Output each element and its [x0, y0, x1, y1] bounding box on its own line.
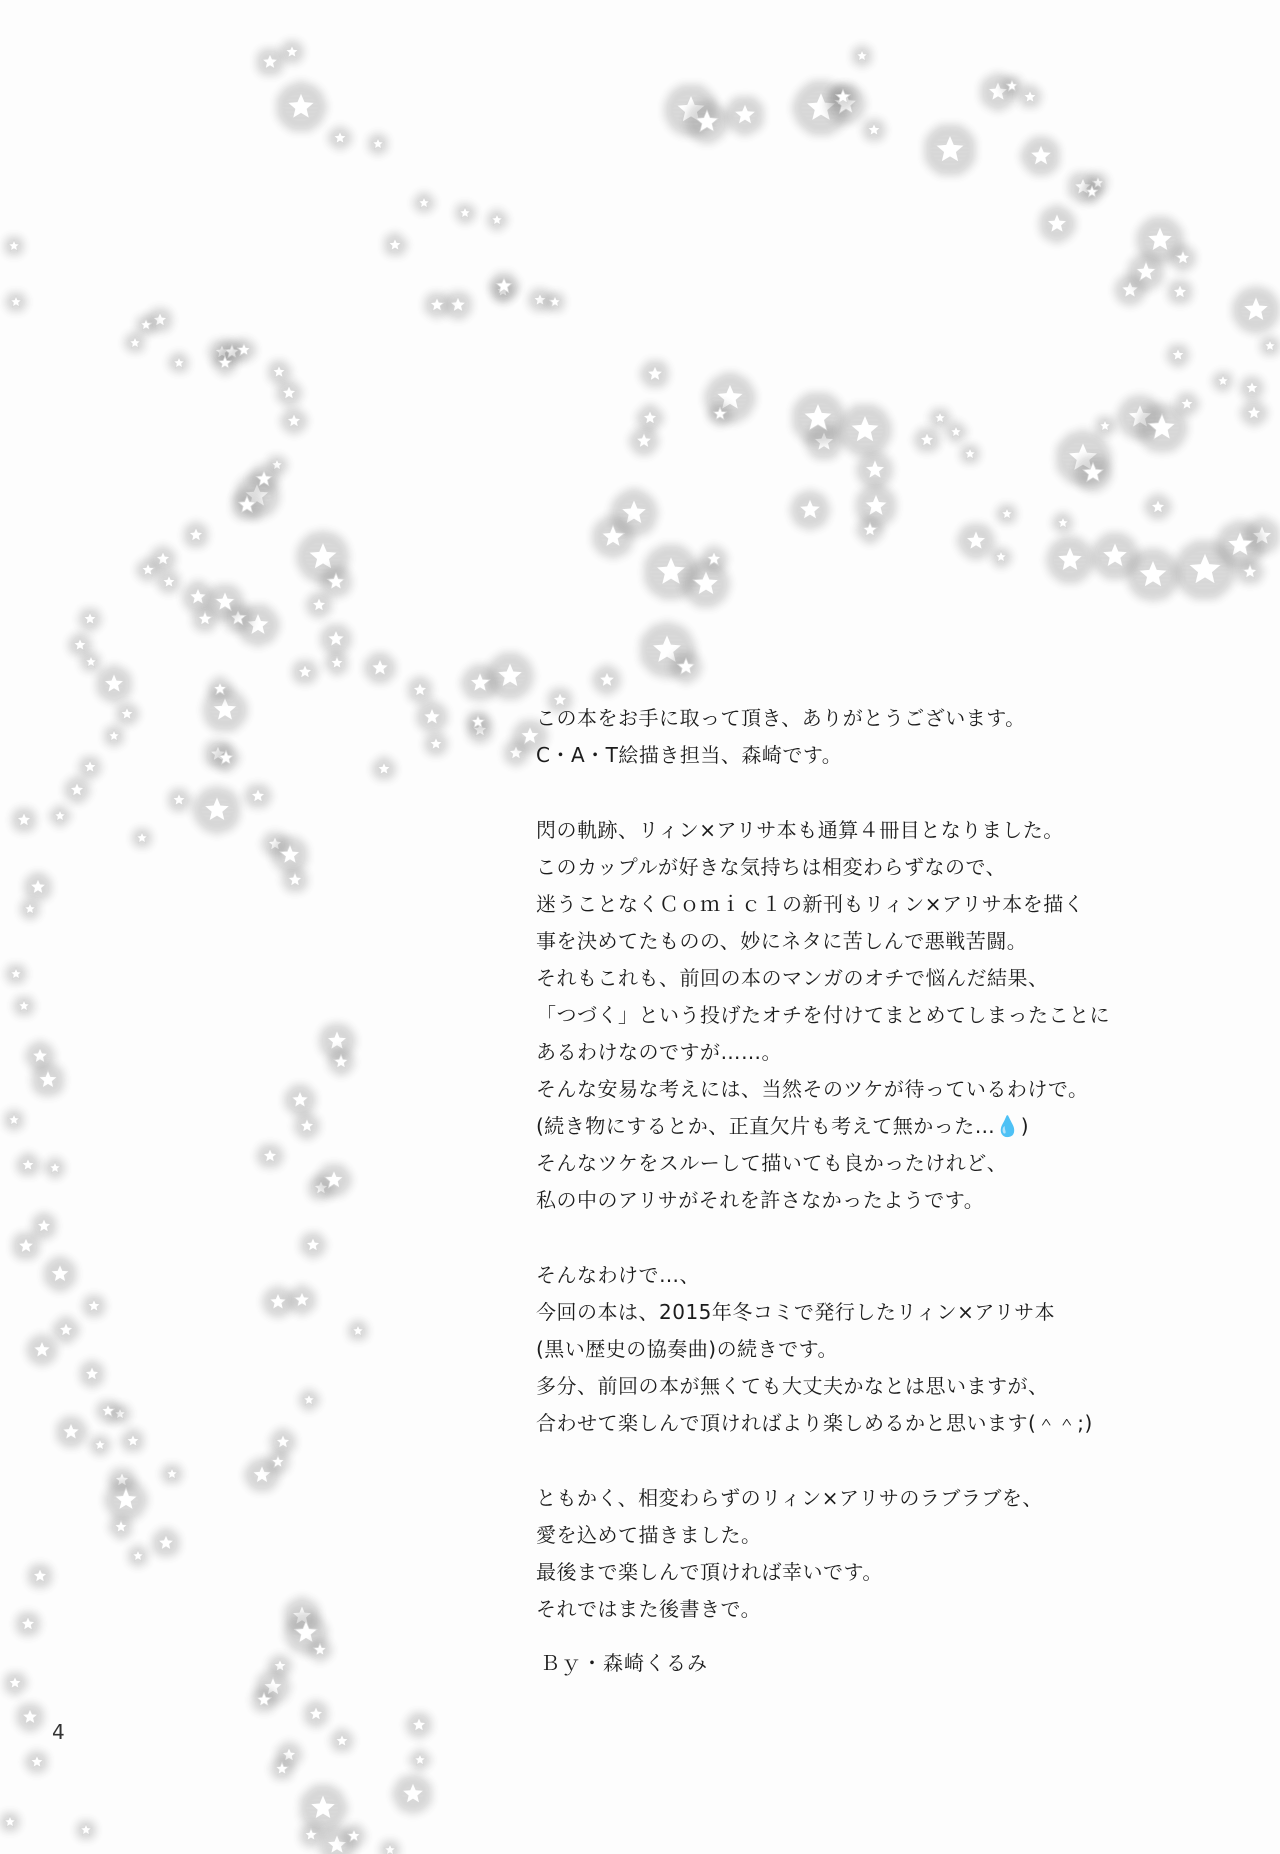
star-icon: [424, 732, 448, 756]
text-line: (黒い歴史の協奏曲)の続きです。: [536, 1337, 839, 1361]
star-icon: [856, 451, 894, 489]
star-icon: [591, 515, 634, 558]
star-icon: [945, 421, 967, 443]
star-icon: [103, 725, 125, 747]
star-icon: [1259, 335, 1280, 357]
star-icon: [115, 702, 139, 726]
star-icon: [249, 464, 279, 494]
text-line: 今回の本は、2015年冬コミで発行したリィン×アリサ本: [536, 1300, 1056, 1324]
star-icon: [75, 1819, 97, 1841]
star-icon: [127, 1545, 149, 1567]
star-icon: [3, 1671, 27, 1695]
star-icon: [266, 1450, 290, 1474]
text-line: C・A・T絵描き担当、森崎です。: [536, 743, 843, 767]
star-icon: [78, 607, 102, 631]
text-line: 合わせて楽しんで頂ければより楽しめるかと思います(＾＾;): [536, 1411, 1093, 1435]
star-icon: [701, 546, 728, 573]
star-icon: [923, 123, 977, 177]
star-icon: [424, 292, 451, 319]
star-icon: [80, 651, 102, 673]
star-icon: [3, 1109, 25, 1131]
star-icon: [1145, 494, 1172, 521]
star-icon: [708, 402, 732, 426]
star-icon: [11, 807, 38, 834]
star-icon: [342, 1824, 366, 1848]
star-icon: [284, 1084, 316, 1116]
star-icon: [287, 1285, 317, 1315]
text-line: このカップルが好きな気持ちは相変わらずなので、: [536, 855, 1007, 879]
text-line: そんなツケをスルーして描いても良かったけれど、: [536, 1151, 1008, 1175]
star-icon: [330, 1729, 354, 1753]
star-icon: [416, 701, 448, 733]
star-icon: [49, 805, 71, 827]
star-icon: [257, 1143, 284, 1170]
star-icon: [379, 1839, 401, 1854]
star-icon: [328, 126, 352, 150]
text-line: 事を決めてたものの、妙にネタに苦しんで悪戦苦闘。: [536, 929, 1028, 953]
paragraph-gap: [536, 1442, 1176, 1480]
star-icon: [1241, 400, 1268, 427]
star-icon: [409, 1749, 431, 1771]
paragraph: [536, 700, 1176, 774]
star-icon: [670, 651, 702, 683]
star-icon: [857, 517, 884, 544]
star-icon: [26, 1334, 58, 1366]
star-icon: [1167, 279, 1194, 306]
star-icon: [407, 677, 434, 704]
star-icon: [96, 1399, 120, 1423]
star-icon: [298, 1389, 320, 1411]
text-line: それもこれも、前回の本のマンガのオチで悩んだ結果、: [536, 966, 1049, 990]
star-icon: [64, 777, 91, 804]
star-icon: [1232, 286, 1280, 335]
star-icon: [151, 1528, 181, 1558]
star-icon: [1038, 205, 1076, 243]
star-icon: [251, 1687, 278, 1714]
star-icon: [27, 1563, 54, 1590]
star-icon: [231, 489, 263, 521]
star-icon: [0, 1811, 21, 1833]
star-icon: [862, 118, 886, 142]
star-icon: [1081, 181, 1103, 203]
star-icon: [267, 360, 291, 384]
star-icon: [124, 332, 146, 354]
star-icon: [213, 745, 240, 772]
star-icon: [245, 783, 272, 810]
text-line: そんな安易な考えには、当然そのツケが待っているわけで。: [536, 1077, 1089, 1101]
star-icon: [996, 503, 1018, 525]
paragraph: [536, 1480, 1176, 1628]
star-icon: [193, 786, 242, 835]
star-icon: [851, 45, 873, 67]
page-number: 4: [52, 1720, 65, 1744]
star-icon: [1094, 415, 1116, 437]
star-icon: [413, 192, 435, 214]
star-icon: [1240, 376, 1264, 400]
star-icon: [957, 522, 995, 560]
star-icon: [1091, 532, 1140, 581]
star-icon: [5, 291, 27, 313]
star-icon: [270, 1757, 294, 1781]
afterword-text: [536, 700, 1176, 1628]
star-icon: [281, 408, 308, 435]
paragraph-gap: [536, 1219, 1176, 1257]
star-icon: [791, 391, 845, 445]
star-icon: [372, 757, 396, 781]
star-icon: [95, 665, 133, 703]
text-line: そんなわけで…、: [536, 1263, 700, 1287]
star-icon: [466, 710, 490, 734]
star-icon: [300, 1232, 327, 1259]
star-icon: [294, 1113, 321, 1140]
star-icon: [320, 623, 352, 655]
star-icon: [1074, 454, 1112, 492]
star-icon: [489, 271, 519, 301]
paragraph-gap: [536, 774, 1176, 812]
text-line: ともかく、相変わらずのリィン×アリサのラブラブを、: [536, 1486, 1043, 1510]
star-icon: [1046, 536, 1095, 585]
paragraph: [536, 812, 1176, 1219]
star-icon: [838, 403, 892, 457]
star-icon: [1166, 343, 1190, 367]
star-icon: [367, 133, 389, 155]
star-icon: [15, 1702, 45, 1732]
star-icon: [168, 352, 190, 374]
star-icon: [316, 1162, 351, 1197]
star-icon: [53, 1317, 80, 1344]
star-icon: [1174, 539, 1236, 601]
star-icon: [486, 209, 508, 231]
star-icon: [406, 1712, 433, 1739]
star-icon: [629, 426, 659, 456]
star-icon: [89, 1434, 111, 1456]
star-icon: [1052, 512, 1074, 534]
text-line: 最後まで楽しんで頂ければ幸いです。: [536, 1560, 883, 1584]
text-line: 「つづく」という投げたオチを付けてまとめてしまったことに: [536, 1003, 1110, 1027]
star-icon: [13, 995, 35, 1017]
star-icon: [303, 1701, 330, 1728]
star-icon: [1127, 253, 1165, 291]
star-icon: [282, 867, 309, 894]
text-line: 閃の軌跡、リィン×アリサ本も通算４冊目となりました。: [536, 818, 1064, 842]
star-icon: [1170, 245, 1197, 272]
star-icon: [3, 235, 25, 257]
star-icon: [592, 665, 622, 695]
star-icon: [959, 443, 981, 465]
star-icon: [640, 359, 670, 389]
star-icon: [30, 1062, 65, 1097]
star-icon: [1237, 559, 1264, 586]
star-icon: [79, 1361, 106, 1388]
star-icon: [308, 1638, 332, 1662]
star-icon: [23, 872, 53, 902]
star-icon: [325, 651, 349, 675]
star-icon: [82, 1294, 106, 1318]
star-icon: [544, 291, 566, 313]
star-icon: [109, 1515, 133, 1539]
star-icon: [121, 1429, 145, 1453]
star-icon: [55, 1416, 87, 1448]
star-icon: [347, 1320, 369, 1342]
star-icon: [364, 652, 396, 684]
text-line: この本をお手に取って頂き、ありがとうございます。: [536, 706, 1026, 730]
star-icon: [280, 40, 304, 64]
star-icon: [15, 1611, 42, 1638]
star-icon: [790, 490, 831, 531]
star-icon: [161, 1463, 183, 1485]
text-line: 私の中のアリサがそれを許さなかったようです。: [536, 1188, 985, 1212]
star-icon: [1212, 370, 1234, 392]
star-icon: [5, 963, 27, 985]
star-icon: [11, 1231, 41, 1261]
star-icon: [1021, 136, 1062, 177]
star-icon: [306, 592, 333, 619]
star-icon: [383, 233, 407, 257]
star-icon: [725, 95, 766, 136]
star-icon: [1175, 392, 1199, 416]
star-icon: [454, 202, 476, 224]
star-icon: [990, 546, 1012, 568]
star-icon: [183, 522, 210, 549]
star-icon: [393, 1774, 434, 1815]
star-icon: [461, 664, 499, 702]
star-icon: [167, 788, 191, 812]
text-line: あるわけなのですが……。: [536, 1040, 782, 1064]
text-line: 迷うことなくＣｏｍｉｃ１の新刊もリィン×アリサ本を描く: [536, 892, 1085, 916]
star-icon: [157, 570, 181, 594]
star-icon: [19, 898, 41, 920]
star-icon: [44, 1157, 66, 1179]
star-icon: [830, 84, 857, 111]
star-icon: [685, 100, 728, 143]
star-icon: [136, 558, 160, 582]
text-line: それではまた後書きで。: [536, 1597, 762, 1621]
author-signature: Ｂｙ・森崎くるみ: [540, 1651, 708, 1675]
star-icon: [914, 427, 941, 454]
star-icon: [16, 1153, 40, 1177]
star-icon: [104, 1478, 147, 1521]
star-icon: [192, 606, 219, 633]
star-icon: [275, 81, 326, 132]
star-icon: [42, 1256, 77, 1291]
text-line: (続き物にするとか、正直欠片も考えて無かった…💧): [536, 1114, 1030, 1138]
text-line: 多分、前回の本が無くても大丈夫かなとは思いますが、: [536, 1374, 1049, 1398]
star-icon: [131, 827, 153, 849]
star-icon: [213, 351, 237, 375]
star-icon: [135, 314, 157, 336]
star-icon: [25, 1750, 49, 1774]
star-icon: [1018, 85, 1042, 109]
star-icon: [78, 755, 102, 779]
paragraph: [536, 1257, 1176, 1442]
star-icon: [208, 677, 232, 701]
star-icon: [328, 1049, 355, 1076]
star-icon: [292, 659, 319, 686]
text-line: 愛を込めて描きました。: [536, 1523, 762, 1547]
